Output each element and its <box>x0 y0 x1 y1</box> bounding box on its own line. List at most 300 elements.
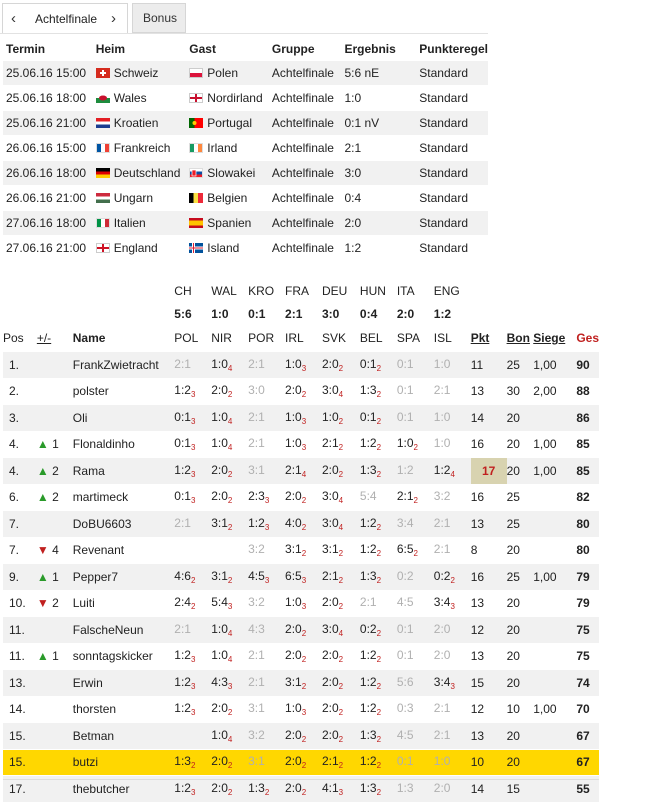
tip-points: 2 <box>227 469 233 479</box>
tip-points: 2 <box>227 575 233 585</box>
tip-score: 6:5 <box>285 568 302 583</box>
tip-points: 2 <box>301 522 307 532</box>
tip-score: 1:2 <box>433 462 451 477</box>
player-name[interactable]: butzi <box>73 749 175 776</box>
tip-points: 4 <box>450 469 455 479</box>
rank-pkt: 10 <box>471 749 507 776</box>
rank-ges: 55 <box>576 776 599 802</box>
tip-score: 3:0 <box>321 621 339 636</box>
tip-cell <box>174 749 211 776</box>
tip-score: 1:0 <box>211 409 228 424</box>
tip-cell <box>360 749 397 776</box>
tip-score: 2:0 <box>433 780 451 795</box>
tip-score: 0:1 <box>174 489 191 504</box>
tip-points: 2 <box>338 681 344 691</box>
rank-change <box>37 537 73 564</box>
home-code: HUN <box>359 283 386 298</box>
tip-points: 3 <box>450 602 455 612</box>
tip-cell <box>434 670 471 697</box>
tip-score: 2:1 <box>321 754 339 769</box>
tip-cell <box>360 617 397 644</box>
rank-pkt: 16 <box>471 431 507 458</box>
tip-score: 1:0 <box>433 436 451 451</box>
rank-pos: 7. <box>3 511 37 538</box>
tip-points: 2 <box>376 761 382 771</box>
tip-cell <box>397 405 434 432</box>
tip-cell <box>322 484 360 511</box>
player-name[interactable]: FalscheNeun <box>73 617 175 644</box>
away-code: NIR <box>211 331 232 345</box>
tip-points: 2 <box>376 549 382 559</box>
tip-cell <box>397 749 434 776</box>
col-change[interactable]: +/- <box>36 331 52 345</box>
match-result: 5:6 nE <box>341 61 416 86</box>
tip-points: 3 <box>301 708 307 718</box>
rank-ges: 79 <box>576 564 599 591</box>
player-name[interactable]: martimeck <box>73 484 175 511</box>
tip-cell <box>174 617 211 644</box>
tip-score: 1:3 <box>359 780 377 795</box>
trend-delta: 4 <box>52 543 59 558</box>
table-row <box>3 590 599 617</box>
col-bon[interactable]: Bon <box>506 331 530 345</box>
tip-score: 1:0 <box>433 754 451 769</box>
home-team: Frankreich <box>113 141 171 155</box>
tip-score: 2:0 <box>321 648 339 663</box>
rank-pkt: 13 <box>471 511 507 538</box>
match-home <box>93 161 187 186</box>
tip-score: 0:1 <box>174 409 191 424</box>
home-code: DEU <box>321 283 348 298</box>
rank-bon: 25 <box>507 511 534 538</box>
match-home <box>93 211 187 236</box>
tip-score: 3:1 <box>211 515 228 530</box>
rank-change <box>37 617 73 644</box>
tip-points: 3 <box>190 469 196 479</box>
flag-irl-icon <box>189 143 203 153</box>
tip-cell <box>174 352 211 379</box>
home-team: Italien <box>113 216 146 230</box>
player-name[interactable]: DoBU6603 <box>73 511 175 538</box>
tip-cell <box>285 617 322 644</box>
player-name[interactable]: thorsten <box>73 696 175 723</box>
tip-cell <box>322 352 360 379</box>
rank-siege: 1,00 <box>533 431 576 458</box>
rank-change <box>37 484 73 511</box>
rank-pkt: 13 <box>471 590 507 617</box>
tip-score: 1:0 <box>285 701 302 716</box>
rank-ges: 85 <box>576 458 599 485</box>
tip-cell <box>174 431 211 458</box>
table-bottom-border <box>3 779 599 780</box>
tip-points: 2 <box>227 522 233 532</box>
tip-cell <box>285 564 322 591</box>
match-date: 26.06.16 21:00 <box>3 186 93 211</box>
rank-pkt: 8 <box>471 537 507 564</box>
tip-points: 2 <box>376 443 382 453</box>
tip-score: 3:1 <box>285 674 302 689</box>
tip-cell <box>285 643 322 670</box>
match-row <box>3 161 488 186</box>
tip-cell <box>434 643 471 670</box>
rank-siege: 1,00 <box>533 564 576 591</box>
tip-score: 2:0 <box>321 701 339 716</box>
rank-pos: 11. <box>3 643 37 670</box>
chevron-left-icon[interactable]: ‹ <box>11 10 16 27</box>
trend-delta: 2 <box>52 463 59 478</box>
tip-points: 3 <box>190 655 196 665</box>
player-name[interactable]: FrankZwietracht <box>73 352 175 379</box>
tip-score: 0:1 <box>396 409 414 424</box>
tip-score: 3:1 <box>211 568 228 583</box>
rank-pkt: 13 <box>471 643 507 670</box>
tip-score: 3:1 <box>248 754 265 769</box>
match-away <box>186 186 269 211</box>
tip-points: 3 <box>227 602 233 612</box>
tip-cell <box>322 696 360 723</box>
tip-cell <box>360 590 397 617</box>
tip-score: 2:1 <box>285 462 302 477</box>
tip-score: 3:1 <box>321 542 339 557</box>
away-code: SPA <box>396 331 420 345</box>
tip-points: 2 <box>227 390 233 400</box>
flag-ita-icon <box>96 218 110 228</box>
away-team: Spanien <box>207 216 252 230</box>
tip-points: 2 <box>338 602 344 612</box>
tip-score: 2:1 <box>433 701 451 716</box>
flag-por-icon <box>189 118 203 128</box>
tip-cell <box>285 484 322 511</box>
match-group: Achtelfinale <box>269 211 342 236</box>
rank-bon: 20 <box>507 590 534 617</box>
tip-points: 3 <box>190 443 196 453</box>
tip-score: 1:3 <box>359 383 377 398</box>
match-date: 26.06.16 18:00 <box>3 161 93 186</box>
tip-score: 1:0 <box>321 409 339 424</box>
tip-score: 1:2 <box>174 780 191 795</box>
match-group: Achtelfinale <box>269 161 342 186</box>
tip-cell <box>360 352 397 379</box>
tip-points: 2 <box>376 734 382 744</box>
tip-cell <box>174 405 211 432</box>
away-team: Slowakei <box>207 166 256 180</box>
rank-bon: 20 <box>507 749 534 776</box>
tip-cell <box>285 537 322 564</box>
tip-score: 2:1 <box>359 595 377 610</box>
tip-points: 2 <box>413 496 418 506</box>
tip-cell <box>248 458 285 485</box>
tip-cell <box>211 749 248 776</box>
match-rule: Standard <box>416 161 488 186</box>
tip-score: 1:2 <box>359 701 377 716</box>
tip-cell <box>211 378 248 405</box>
player-name[interactable]: Erwin <box>73 670 175 697</box>
tip-cell <box>360 643 397 670</box>
rank-pos: 13. <box>3 670 37 697</box>
tip-score: 0:1 <box>359 409 377 424</box>
col-pkt[interactable]: Pkt <box>470 331 490 345</box>
player-name[interactable]: Rama <box>73 458 175 485</box>
tip-cell <box>360 696 397 723</box>
tip-score: 4:3 <box>211 674 228 689</box>
tip-cell <box>174 643 211 670</box>
tip-score: 1:0 <box>211 727 228 742</box>
tip-cell <box>211 511 248 538</box>
match-group: Achtelfinale <box>269 86 342 111</box>
tip-cell <box>248 723 285 750</box>
tip-cell <box>360 537 397 564</box>
tip-points: 2 <box>376 390 382 400</box>
away-team: Nordirland <box>207 91 263 105</box>
home-code: ITA <box>396 283 415 298</box>
player-name[interactable]: Pepper7 <box>73 564 175 591</box>
tip-points: 4 <box>227 655 233 665</box>
tip-cell <box>211 696 248 723</box>
table-row <box>3 511 599 538</box>
player-name[interactable]: sonntagskicker <box>73 643 175 670</box>
tip-score: 0:1 <box>396 356 414 371</box>
player-name[interactable]: Flonaldinho <box>73 431 175 458</box>
player-name[interactable]: Oli <box>73 405 175 432</box>
rank-pkt: 15 <box>471 670 507 697</box>
tip-points: 4 <box>227 734 233 744</box>
tip-cell <box>434 749 471 776</box>
tip-score: 2:1 <box>174 621 191 636</box>
away-code: ISL <box>433 331 452 345</box>
away-team: Portugal <box>207 116 252 130</box>
tip-points: 2 <box>227 708 233 718</box>
tip-score: 4:5 <box>248 568 265 583</box>
tip-score: 2:0 <box>321 356 339 371</box>
table-row <box>3 378 599 405</box>
tip-points: 2 <box>376 787 382 797</box>
match-header-2: Gast <box>189 42 216 56</box>
flag-ger-icon <box>96 168 110 178</box>
match-home <box>93 236 187 261</box>
tip-score: 1:3 <box>359 568 377 583</box>
tip-points: 2 <box>376 575 382 585</box>
rank-pkt: 12 <box>471 696 507 723</box>
tip-cell <box>248 643 285 670</box>
col-siege[interactable]: Siege <box>533 331 566 345</box>
player-name[interactable]: polster <box>73 378 175 405</box>
match-rule: Standard <box>416 86 488 111</box>
round-tab[interactable] <box>2 3 128 33</box>
tip-points: 2 <box>190 575 196 585</box>
home-code: KRO <box>248 283 275 298</box>
tip-cell <box>397 723 434 750</box>
tip-cell <box>322 670 360 697</box>
tip-cell <box>434 511 471 538</box>
tip-cell <box>397 484 434 511</box>
rank-change <box>37 696 73 723</box>
tip-cell <box>211 564 248 591</box>
match-result: 1:0 <box>341 86 416 111</box>
tip-score: 2:1 <box>248 436 265 451</box>
tip-cell <box>434 617 471 644</box>
rank-ges: 85 <box>576 431 599 458</box>
trend-up-icon: ▲ <box>36 490 49 505</box>
table-row <box>3 458 599 485</box>
tip-cell <box>360 511 397 538</box>
tip-points: 2 <box>376 416 382 426</box>
tip-cell <box>322 564 360 591</box>
tip-cell <box>285 352 322 379</box>
tip-score: 2:1 <box>321 568 339 583</box>
rank-pkt: 11 <box>471 352 507 379</box>
tip-score: 1:2 <box>174 648 191 663</box>
match-score: 0:4 <box>359 306 378 321</box>
match-header-4: Ergebnis <box>344 42 396 56</box>
rank-change <box>37 431 73 458</box>
flag-fra-icon <box>96 143 110 153</box>
flag-eng-icon <box>96 243 110 253</box>
tip-cell <box>285 378 322 405</box>
tip-cell <box>174 511 211 538</box>
tip-score: 2:1 <box>174 515 191 530</box>
tip-cell <box>434 352 471 379</box>
tip-points: 2 <box>413 443 418 453</box>
rank-siege <box>533 643 576 670</box>
match-row <box>3 86 488 111</box>
tip-points: 2 <box>301 655 307 665</box>
rank-siege <box>533 617 576 644</box>
tip-points: 2 <box>376 708 382 718</box>
tip-score: 2:0 <box>285 621 302 636</box>
tip-points: 3 <box>301 575 307 585</box>
tip-score: 3:0 <box>248 383 265 398</box>
tip-cell <box>285 590 322 617</box>
rank-pos: 6. <box>3 484 37 511</box>
tip-cell <box>174 484 211 511</box>
player-name[interactable]: thebutcher <box>73 776 175 802</box>
rank-ges: 90 <box>576 352 599 379</box>
tip-score: 3:1 <box>248 701 265 716</box>
tip-cell <box>434 590 471 617</box>
tip-points: 2 <box>301 628 307 638</box>
tip-score: 4:6 <box>174 568 191 583</box>
match-row <box>3 136 488 161</box>
col-ges[interactable]: Ges <box>576 331 599 345</box>
tip-cell <box>211 405 248 432</box>
tip-points: 3 <box>301 602 307 612</box>
tip-score: 4:0 <box>285 515 302 530</box>
tip-score: 1:0 <box>285 436 302 451</box>
tip-score: 1:0 <box>285 356 302 371</box>
tip-points: 2 <box>190 761 196 771</box>
tip-score: 2:1 <box>248 674 265 689</box>
tip-score: 2:1 <box>433 727 451 742</box>
tip-cell <box>360 431 397 458</box>
tip-cell <box>322 643 360 670</box>
tip-score: 3:2 <box>248 542 265 557</box>
table-row <box>3 749 599 776</box>
away-code: POL <box>174 331 199 345</box>
tip-cell <box>248 484 285 511</box>
tip-points: 2 <box>264 787 270 797</box>
tip-score: 2:1 <box>248 409 265 424</box>
trend-down-icon: ▼ <box>36 543 49 558</box>
tip-score: 2:0 <box>211 754 228 769</box>
rank-pos: 11. <box>3 617 37 644</box>
match-rule: Standard <box>416 111 488 136</box>
tip-score: 3:2 <box>248 595 265 610</box>
away-code: SVK <box>321 331 346 345</box>
tip-score: 1:2 <box>359 436 377 451</box>
tip-points: 3 <box>190 681 196 691</box>
tip-cell <box>322 617 360 644</box>
tip-points: 4 <box>227 416 233 426</box>
player-name[interactable]: Revenant <box>73 537 175 564</box>
player-name[interactable]: Betman <box>73 723 175 750</box>
flag-esp-icon <box>189 218 203 228</box>
home-team: Schweiz <box>113 66 159 80</box>
trend-delta: 1 <box>52 569 59 584</box>
tip-points: 2 <box>338 734 344 744</box>
match-row <box>3 186 488 211</box>
home-team: Deutschland <box>113 166 181 180</box>
player-name[interactable]: Luiti <box>73 590 175 617</box>
trend-delta: 2 <box>52 490 59 505</box>
rank-ges: 88 <box>576 378 599 405</box>
tip-score: 1:0 <box>211 621 228 636</box>
tab-bonus[interactable]: Bonus <box>132 3 186 33</box>
tip-points: 3 <box>190 416 196 426</box>
tip-points: 2 <box>301 496 307 506</box>
tip-cell <box>434 723 471 750</box>
match-score: 2:0 <box>396 306 415 321</box>
tip-points: 2 <box>413 549 418 559</box>
match-rule: Standard <box>416 61 488 86</box>
tip-cell <box>248 405 285 432</box>
rank-siege <box>533 405 576 432</box>
tip-score: 1:3 <box>359 462 377 477</box>
home-team: Kroatien <box>113 116 159 130</box>
tip-cell <box>248 431 285 458</box>
tip-cell <box>174 723 211 750</box>
match-score: 3:0 <box>321 306 340 321</box>
tip-points: 4 <box>338 390 344 400</box>
chevron-right-icon[interactable]: › <box>111 10 116 27</box>
tip-cell <box>397 564 434 591</box>
tip-cell <box>248 564 285 591</box>
tip-score: 4:5 <box>396 595 414 610</box>
match-date: 25.06.16 18:00 <box>3 86 93 111</box>
tip-points: 2 <box>301 734 307 744</box>
tip-score: 1:3 <box>396 780 414 795</box>
tip-score: 1:0 <box>396 436 414 451</box>
tip-score: 3:2 <box>433 489 451 504</box>
tip-score: 5:4 <box>211 595 228 610</box>
round-label: Achtelfinale <box>35 12 98 26</box>
flag-hun-icon <box>96 193 110 203</box>
tip-points: 2 <box>450 575 455 585</box>
rank-pkt: 14 <box>471 776 507 802</box>
tip-points: 4 <box>227 628 233 638</box>
match-header-3: Gruppe <box>271 42 315 56</box>
match-home <box>93 186 187 211</box>
tip-points: 2 <box>338 575 344 585</box>
tip-score: 1:2 <box>174 674 191 689</box>
home-team: England <box>113 241 158 255</box>
tip-points: 3 <box>264 496 270 506</box>
tip-cell <box>397 537 434 564</box>
match-header-1: Heim <box>95 42 126 56</box>
flag-pol-icon <box>189 68 203 78</box>
tip-cell <box>211 484 248 511</box>
tip-cell <box>248 696 285 723</box>
match-header-0: Termin <box>6 42 46 56</box>
